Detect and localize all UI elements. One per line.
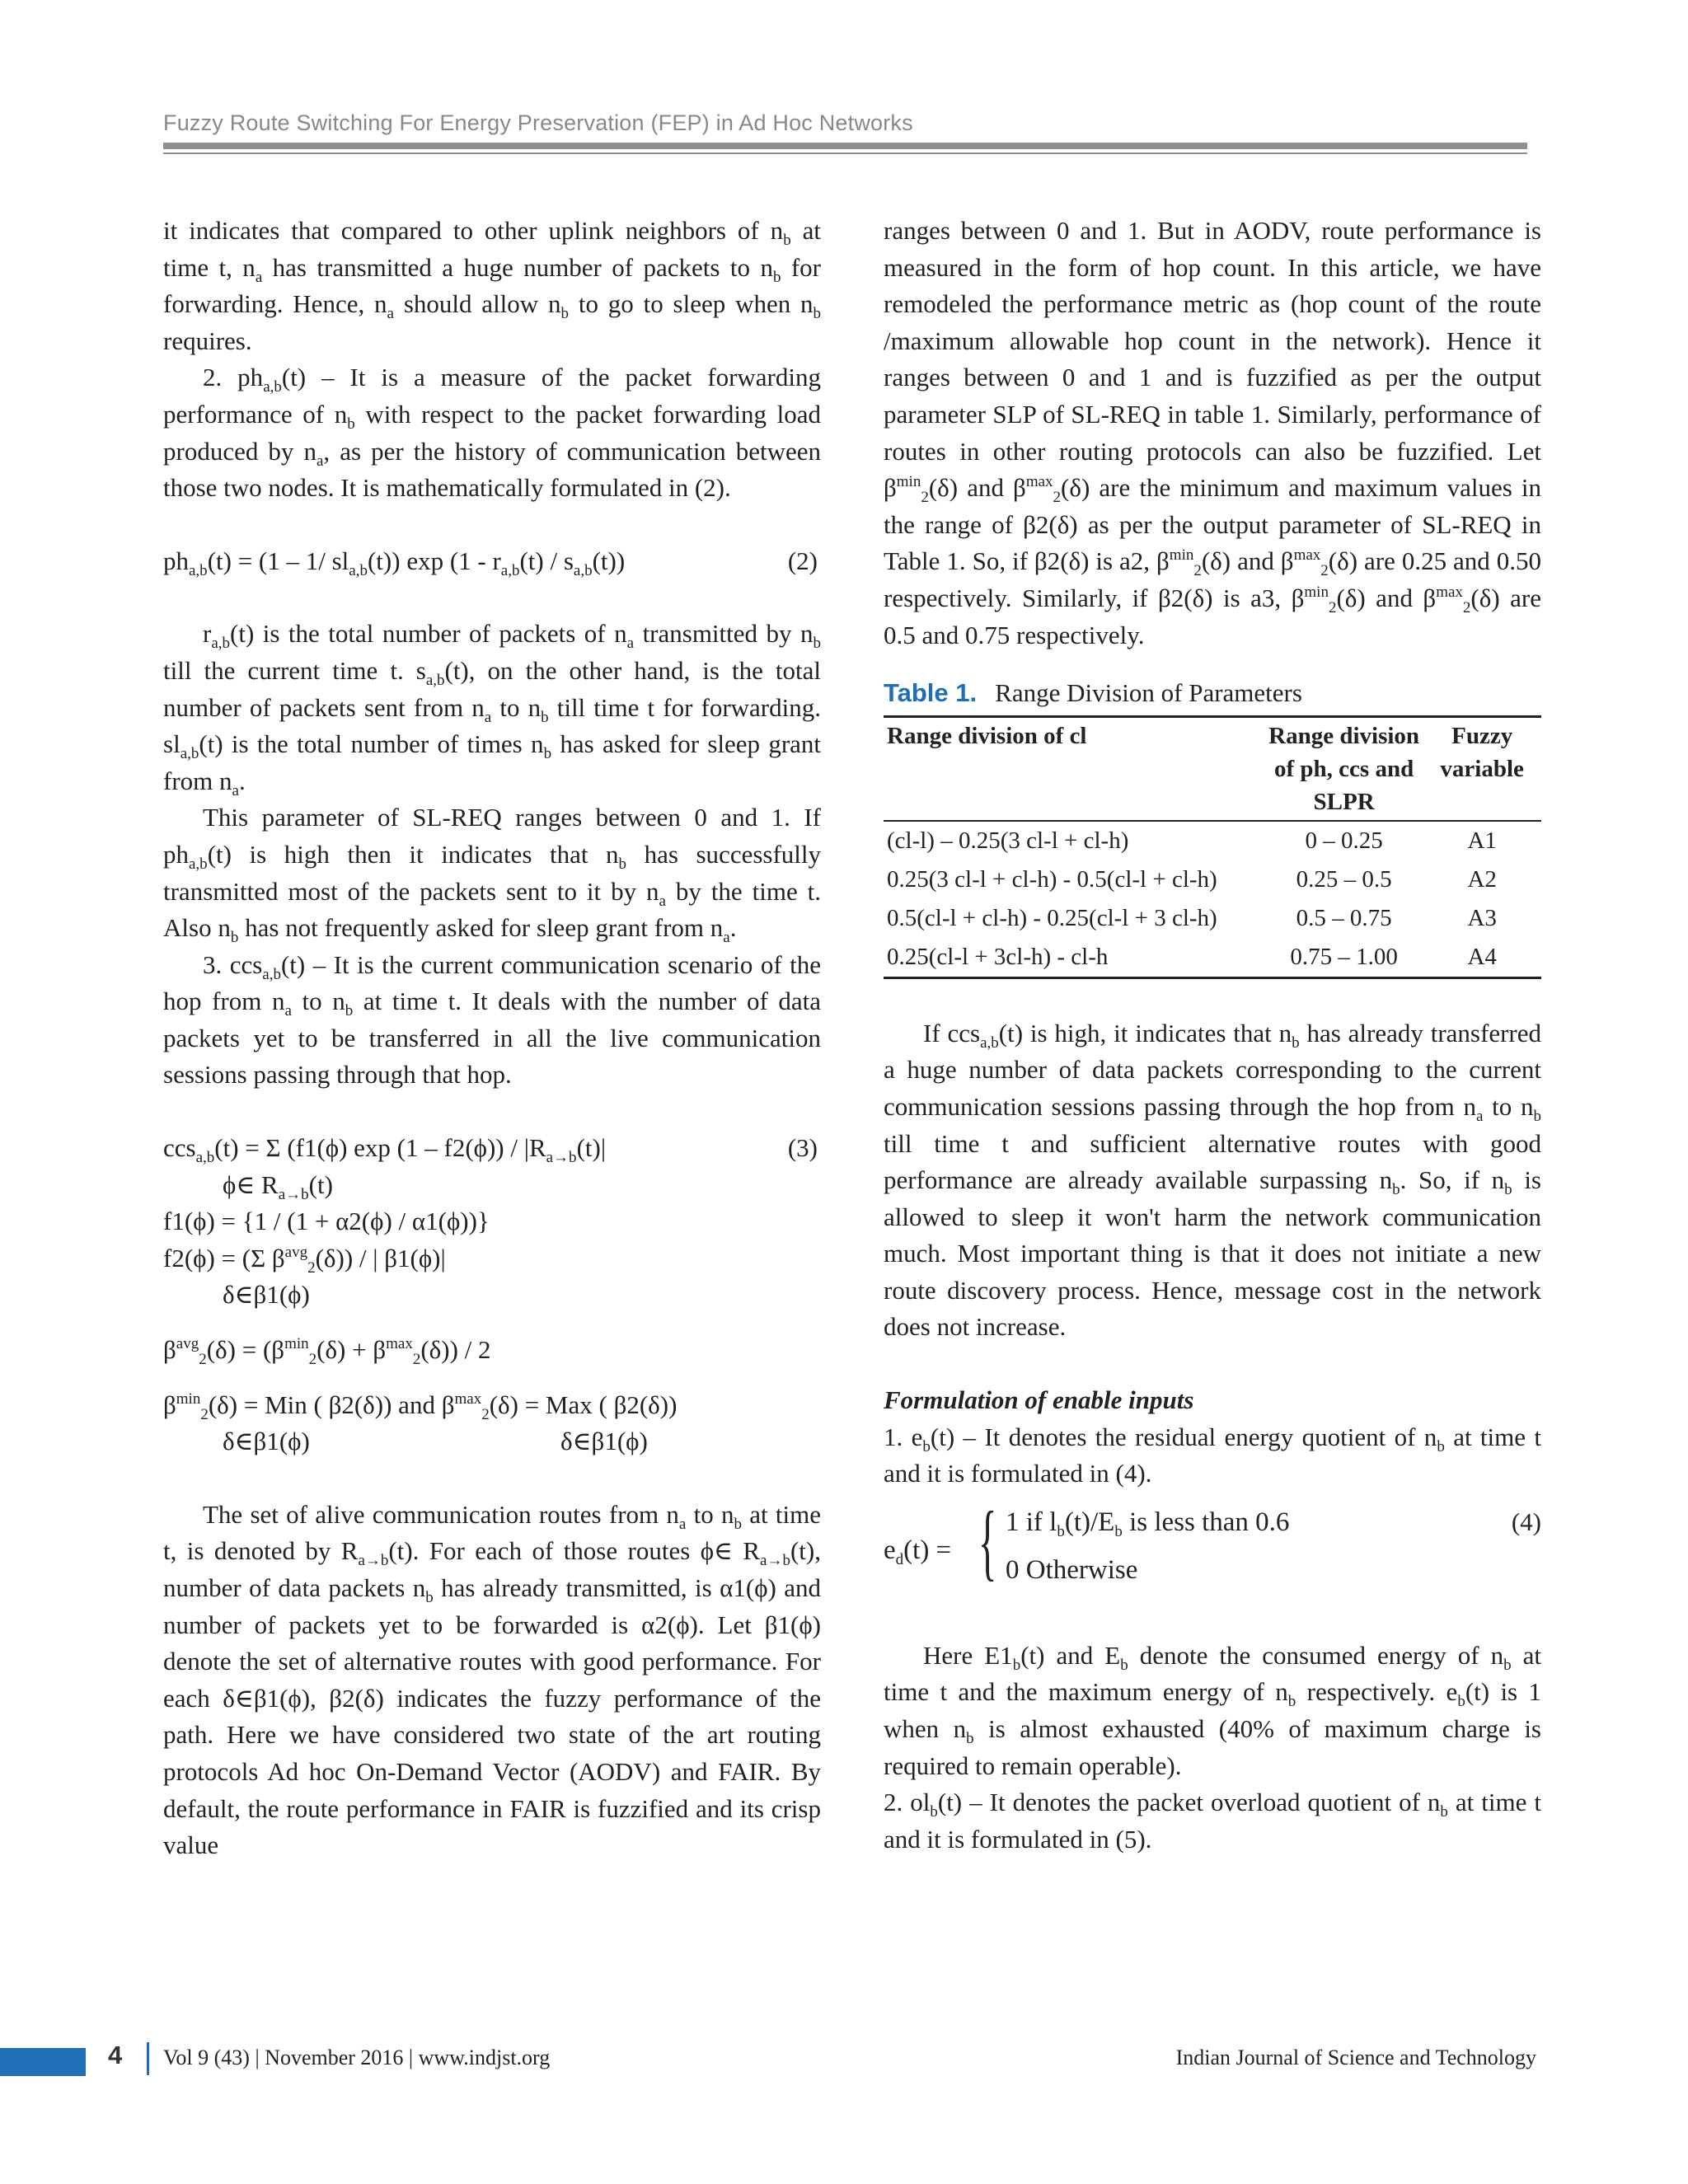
running-title: Fuzzy Route Switching For Energy Preservation (FEP) in Ad Hoc Networks bbox=[163, 110, 913, 135]
table-caption bbox=[884, 675, 1541, 712]
paragraph: 3. ccs$_{a,b}$(t) – It is the current communication scenario of the hop from $n_a$ to $n_b$ at time t. It deals with the number of data packets yet to be transferred in all the live communication sessions passing through that hop. bbox=[163, 949, 822, 1090]
table-cell: A3 bbox=[1467, 904, 1497, 931]
table-header-row bbox=[884, 716, 1541, 821]
table-cell: 0.5(cl-l + cl-h) - 0.25(cl-l + 3 cl-h) bbox=[887, 904, 1217, 931]
table-cell: A1 bbox=[1467, 827, 1497, 854]
range-division-table bbox=[884, 715, 1541, 979]
table-row bbox=[884, 938, 1541, 978]
footer-separator bbox=[147, 2042, 149, 2075]
paragraph: The set of alive communication routes from $n_a$ to $n_b$ at time t, is denoted by $R_{a\to b}(t)$. For each of those routes ϕ∈ $R_{a\to b}(t)$, number of data packets $n_b$ has already transmitted, is α1(ϕ) and number of packets yet to be forwarded is α2(ϕ). Let β1(ϕ) denote the set of alternative routes with good performance. For each δ∈β1(ϕ), β2(δ) indicates the fuzzy performance of the path. Here we have considered two state of the art routing protocols Ad hoc On-Demand Vector (AODV) and FAIR. By default, the route performance in FAIR is fuzzified and its crisp value bbox=[163, 1499, 821, 1860]
equation-number: (2) bbox=[787, 546, 818, 575]
paragraph: Here $E1_b(t)$ and $E_b$ denote the consumed energy of $n_b$ at time t and the maximum energy of $n_b$ respectively. $e_b(t)$ is 1 when $n_b$ is almost exhausted (40% of maximum charge is required to remain operable). bbox=[884, 1640, 1542, 1780]
table-cell: 0.25(3 cl-l + cl-h) - 0.5(cl-l + cl-h) bbox=[887, 865, 1217, 893]
equation-4: $e_d(t)$ = { 1 if $l_b(t)/E_b$ is less than 0.6 0 Otherwise (4) bbox=[884, 1493, 1541, 1589]
left-brace: { bbox=[978, 1493, 997, 1589]
paragraph: ranges between 0 and 1. But in AODV, route performance is measured in the form of hop count. In this article, we have remodeled the performance metric as (hop count of the route /maximum allowable hop count in the network). Hence it ranges between 0 and 1 and is fuzzified as per the output parameter SLP of SL-REQ in table 1. Similarly, performance of routes in other routing protocols can also be fuzzified. Let $\beta^{min}_2(\delta)$ and $\beta^{max}_2(\delta)$ are the minimum and maximum values in the range of β2(δ) as per the output parameter of SL-REQ in Table 1. So, if β2(δ) is a2, $\beta^{min}_2(\delta)$ and $\beta^{max}_2(\delta)$ are 0.25 and 0.50 respectively. Similarly, if β2(δ) is a3, $\beta^{min}_2(\delta)$ and $\beta^{max}_2(\delta)$ are 0.5 and 0.75 respectively. bbox=[884, 216, 1542, 649]
header-rule-thin bbox=[163, 152, 1527, 154]
equation-number: (3) bbox=[787, 1133, 818, 1163]
paragraph: If ccs$_{a,b}$(t) is high, it indicates that $n_b$ has already transferred a huge number of data packets corresponding to the current communication sessions passing through the hop from $n_a$ to $n_b$ till time t and sufficient alternative routes with good performance are already available surpassing $n_b$. So, if $n_b$ is allowed to sleep it won't harm the network communication much. Most important thing is that it does not initiate a new route discovery process. Hence, message cost in the network does not increase. bbox=[884, 1018, 1541, 1342]
table-label: Table 1. bbox=[884, 678, 978, 708]
table-title: Range Division of Parameters bbox=[995, 678, 1302, 708]
table-cell: A2 bbox=[1467, 865, 1497, 893]
table-cell: 0 – 0.25 bbox=[1305, 827, 1383, 854]
table-cell: 0.25 – 0.5 bbox=[1296, 865, 1392, 893]
column-header: Range division of cl bbox=[887, 722, 1087, 749]
paragraph: This parameter of SL-REQ ranges between 0 and 1. If $ph_{a,b}(t)$ is high then it indicates that $n_b$ has successfully transmitted most of the packets sent to it by $n_a$ by the time t. Also $n_b$ has not frequently asked for sleep grant from $n_a$. bbox=[163, 803, 822, 947]
paragraph: $r_{a,b}(t)$ is the total number of packets of $n_a$ transmitted by $n_b$ till the current time t. $s_{a,b}(t)$, on the other hand, is the total number of packets sent from $n_a$ to $n_b$ till time t for forwarding. $sl_{a,b}(t)$ is the total number of times $n_b$ has asked for sleep grant from $n_a$. bbox=[163, 619, 822, 799]
table-cell: (cl-l) – 0.25(3 cl-l + cl-h) bbox=[887, 827, 1129, 854]
table-cell: 0.75 – 1.00 bbox=[1290, 943, 1398, 970]
table-row bbox=[884, 860, 1541, 899]
table-cell: A4 bbox=[1467, 943, 1497, 970]
paragraph: 1. $e_b(t)$ – It denotes the residual energy quotient of $n_b$ at time t and it is formulated in (4). bbox=[884, 1422, 1542, 1488]
table-cell: 0.25(cl-l + 3cl-h) - cl-h bbox=[887, 943, 1109, 970]
paragraph: 2. $ol_b(t)$ – It denotes the packet overload quotient of $n_b$ at time t and it is formulated in (5). bbox=[884, 1788, 1541, 1854]
table-row bbox=[884, 821, 1541, 860]
equation-2: $ph_{a,b}(t) = (1 - 1/$ $sl_{a,b}(t)$) $\exp (1 - r_{a,b}(t) / s_{a,b}(t))$ (2) bbox=[163, 543, 821, 580]
table-row bbox=[884, 899, 1541, 938]
page-number: 4 bbox=[108, 2041, 123, 2069]
footer-volume-info: Vol 9 (43) | November 2016 | www.indjst.org bbox=[163, 2046, 551, 2069]
paragraph: 2. $ph_{a,b}(t)$ – It is a measure of the packet forwarding performance of $n_b$ with respect to the packet forwarding load produced by $n_a$, as per the history of communication between those two nodes. It is mathematically formulated in (2). bbox=[163, 363, 822, 503]
header-rule bbox=[163, 143, 1527, 149]
equation-number: (4) bbox=[1511, 1507, 1541, 1536]
section-heading: Formulation of enable inputs bbox=[884, 1385, 1194, 1415]
column-header: Range division of ph, ccs and SLPR bbox=[1268, 722, 1420, 815]
left-column bbox=[163, 213, 821, 1864]
footer-journal-name: Indian Journal of Science and Technology bbox=[1175, 2046, 1536, 2069]
footer-accent-bar bbox=[0, 2048, 86, 2076]
right-column bbox=[884, 213, 1541, 1858]
table-cell: 0.5 – 0.75 bbox=[1296, 904, 1392, 931]
column-header: Fuzzy variable bbox=[1440, 722, 1524, 782]
equation-3: ccs$_{a,b}$(t) = Σ (f1(ϕ) $\exp (1 - f2(\phi)) / |R_{a\to b}(t)|$ (3) ϕ∈ $R_{a\to b}(t)$ f1(ϕ) = {1 / (1 + α2(ϕ) / α1(ϕ))} f2(ϕ) = (Σ $\beta^{avg}_2(\delta)$) / | β1(ϕ)| δ∈β1(ϕ) $\beta^{avg}_2(\delta) = (\beta^{min}_2(\delta) + \beta^{max}_2(\delta)) / 2$ $\beta^{min}_2(\delta)$ = Min ( β2(δ)) and $\beta^{max}_2(\delta)$ = Max ( β2(δ)) δ∈β1(ϕ) δ∈β1(ϕ) bbox=[163, 1130, 821, 1460]
paragraph: it indicates that compared to other uplink neighbors of $n_b$ at time t, $n_a$ has transmitted a huge number of packets to $n_b$ for forwarding. Hence, $n_a$ should allow $n_b$ to go to sleep when $n_b$ requires. bbox=[163, 216, 822, 355]
